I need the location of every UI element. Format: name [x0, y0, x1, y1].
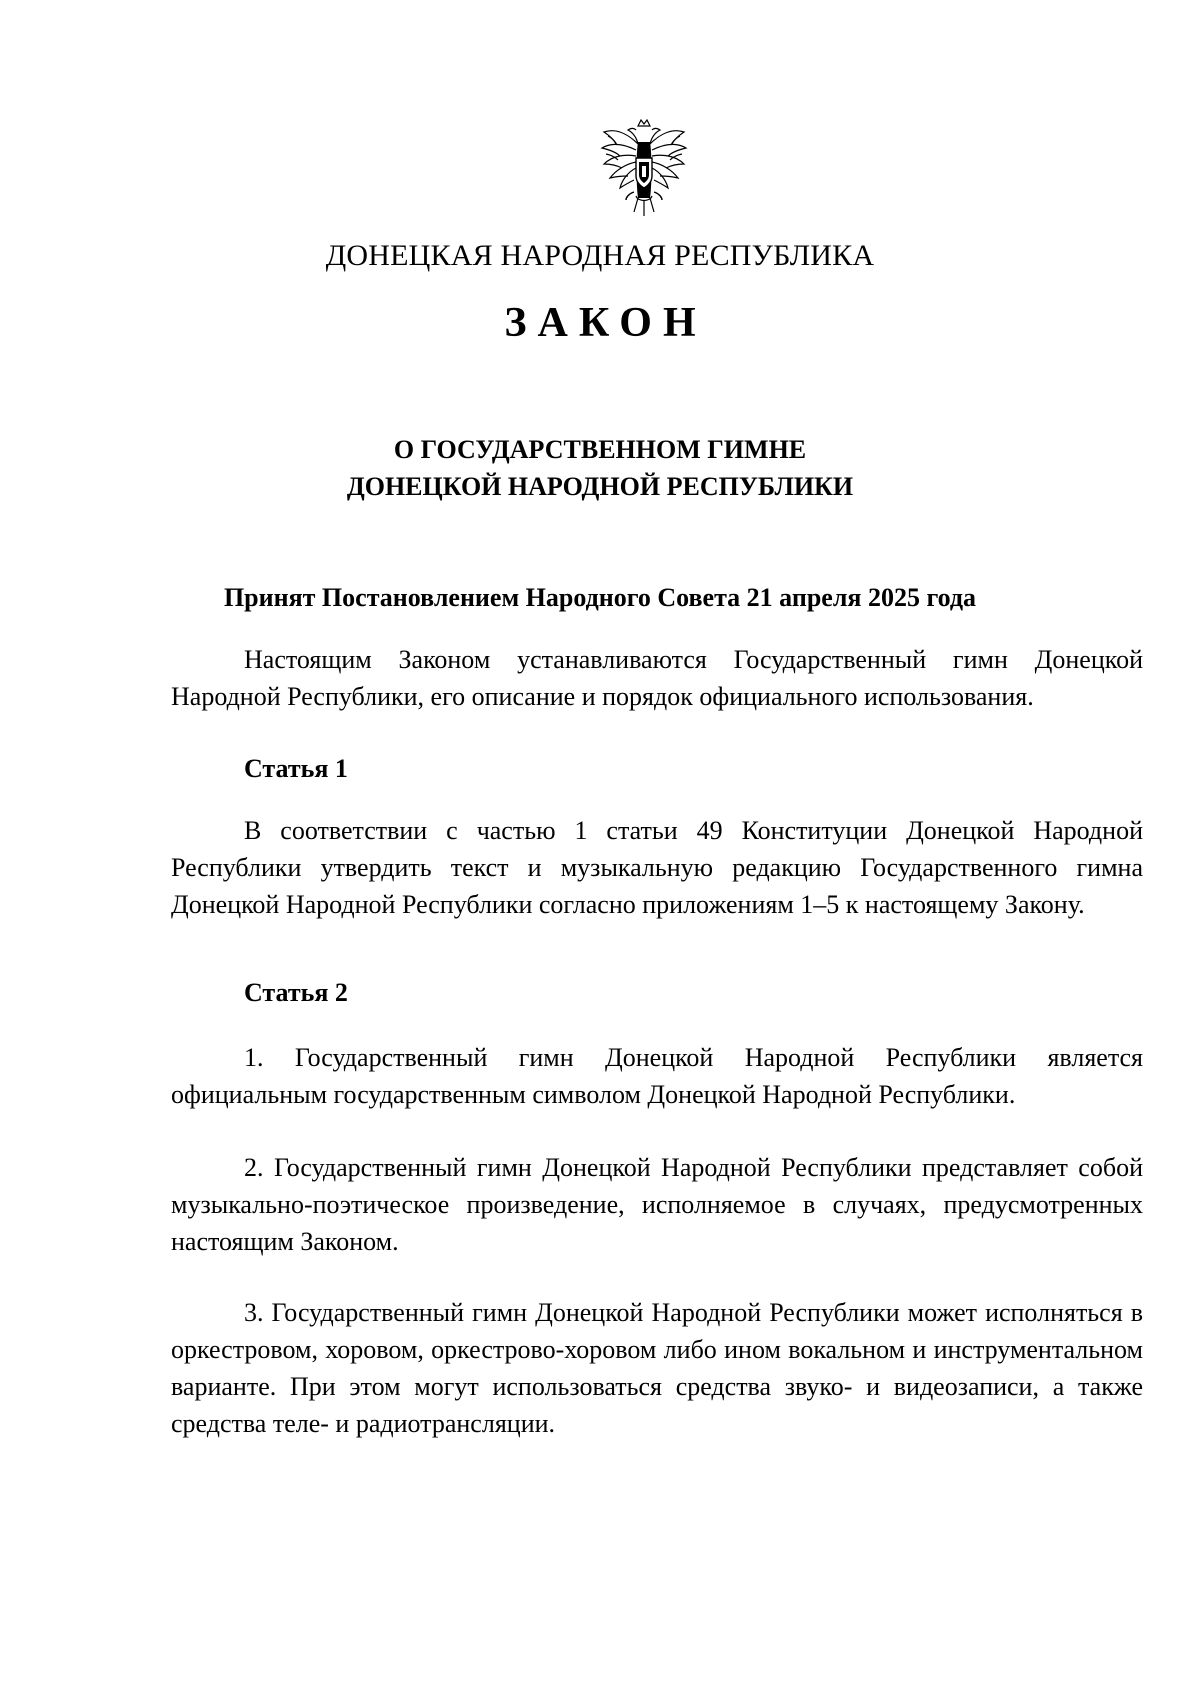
- article-2-point-1: [171, 1039, 1143, 1113]
- article-2-point-3: [171, 1294, 1143, 1442]
- coat-of-arms-icon: [598, 114, 690, 222]
- adoption-note: Принят Постановлением Народного Совета 21 апреля 2025 года: [223, 583, 977, 612]
- law-title-line-2: ДОНЕЦКОЙ НАРОДНОЙ РЕСПУБЛИКИ: [346, 472, 854, 501]
- law-title-line-1: О ГОСУДАРСТВЕННОМ ГИМНЕ: [393, 435, 807, 464]
- article-1-body: [171, 812, 1143, 923]
- article-2-point-2: [171, 1149, 1143, 1260]
- article-2-heading: Статья 2: [244, 978, 348, 1007]
- article-2-paragraph-2: 2. Государственный гимн Донецкой Народной Республики представляет собой музыкально-поэтическое произведение, исполняемое в случаях, предусмотренных настоящим Законом.: [171, 1153, 1143, 1256]
- preamble-paragraph: Настоящим Законом устанавливаются Государственный гимн Донецкой Народной Республики, его описание и порядок официального использования.: [171, 645, 1143, 711]
- republic-name: ДОНЕЦКАЯ НАРОДНАЯ РЕСПУБЛИКА: [325, 239, 875, 272]
- article-2-paragraph-3: 3. Государственный гимн Донецкой Народной Республики может исполняться в оркестровом, хоровом, оркестрово-хоровом либо ином вокальном и инструментальном варианте. При этом могут использоваться средства звуко- и видеозаписи, а также средства теле- и радиотрансляции.: [171, 1298, 1143, 1438]
- article-1-paragraph-1: В соответствии с частью 1 статьи 49 Конституции Донецкой Народной Республики утвердить текст и музыкальную редакцию Государственного гимна Донецкой Народной Республики согласно приложениям 1–5 к настоящему Закону.: [171, 816, 1143, 919]
- document-type-heading: ЗАКОН: [504, 300, 707, 346]
- preamble-block: [171, 641, 1143, 715]
- article-1-heading: Статья 1: [244, 754, 348, 783]
- article-2-paragraph-1: 1. Государственный гимн Донецкой Народной Республики является официальным государственным символом Донецкой Народной Республики.: [171, 1043, 1143, 1109]
- law-title: [0, 431, 1200, 505]
